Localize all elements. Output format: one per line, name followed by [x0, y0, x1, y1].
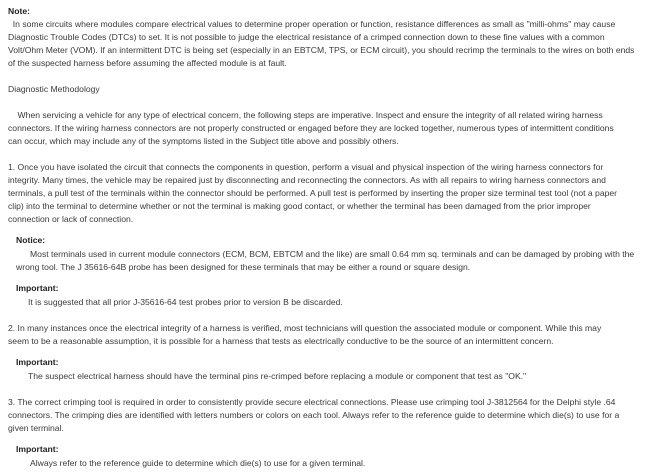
step-1-line: clip) into the terminal to determine whether or not the terminal is making good contact, or whether the terminal has been damaged from the prior improper: [8, 201, 591, 211]
methodology-line: connectors. If the wiring harness connectors are not properly constructed or engaged before they are locked together, numerous types of intermittent conditions: [8, 123, 614, 133]
step-1-line: connection or lack of connection.: [8, 214, 134, 224]
methodology-line: When servicing a vehicle for any type of electrical concern, the following steps are imperative. Inspect and ensure the integrity of all related wiring harness: [8, 110, 603, 120]
step-2-paragraph: [8, 322, 644, 348]
note-line: In some circuits where modules compare electrical values to determine proper operation or function, resistance differences as small as "milli-ohms" may cause: [8, 19, 616, 29]
important-line: Always refer to the reference guide to determine which die(s) to use for a given terminal.: [30, 458, 366, 468]
methodology-paragraph: [8, 109, 644, 148]
important-body: [30, 457, 644, 470]
note-title: Note:: [8, 6, 30, 16]
note-paragraph: [8, 18, 644, 70]
note-line: of the suspected harness before assuming the affected module is at fault.: [8, 58, 287, 68]
methodology-title: Diagnostic Methodology: [8, 84, 100, 94]
important-title: Important:: [16, 283, 59, 293]
step-2-line: seem to be a reasonable assumption, it is possible for a harness that tests as electrically conductive to be the source of an intermittent concern.: [8, 336, 554, 346]
step-2-line: 2. In many instances once the electrical integrity of a harness is verified, most technicians will question the associated module or component. While this may: [8, 323, 602, 333]
important-body: [30, 296, 644, 309]
step-1-line: terminals, a pull test of the terminals within the connector should be performed. A pull test is performed by inserting the proper size terminal test tool (not a paper: [8, 188, 618, 198]
important-body: [30, 370, 644, 383]
step-3-line: 3. The correct crimping tool is required in order to consistently provide secure electrical connections. Please use crimping tool J-3812564 for the Delphi style .64: [8, 397, 616, 407]
important-block: [16, 282, 644, 309]
note-line: Diagnostic Trouble Codes (DTCs) to set. It is not possible to judge the electrical resistance of a crimped connection down to these fine values with a common: [8, 32, 605, 42]
notice-line: Most terminals used in current module connectors (ECM, BCM, EBTCM and the like) are small 0.64 mm sq. terminals and can be damaged by probing with the: [30, 249, 635, 259]
important-line: The suspect electrical harness should have the terminal pins re-crimped before replacing a module or component that test as "OK.": [28, 371, 527, 381]
step-1-paragraph: [8, 161, 644, 226]
methodology-line: can occur, which may include any of the symptoms listed in the Subject title above and possibly others.: [8, 136, 399, 146]
important-title: Important:: [16, 444, 59, 454]
step-3-paragraph: [8, 396, 644, 435]
important-block: [16, 356, 644, 383]
notice-title: Notice:: [16, 235, 46, 245]
step-3-line: connectors. The crimping dies are identified with letters numbers or colors on each tool. Always refer to the reference guide to determine which die(s) to use for a: [8, 410, 620, 420]
notice-block: [16, 234, 644, 274]
notice-line: wrong tool. The J 35616-64B probe has been designed for these terminals that may be either a round or square design.: [16, 262, 471, 272]
important-line: It is suggested that all prior J-35616-64 test probes prior to version B be discarded.: [28, 297, 343, 307]
step-3-line: given terminal.: [8, 423, 64, 433]
notice-body: [16, 248, 644, 274]
step-1-line: 1. Once you have isolated the circuit that connects the components in question, perform a visual and physical inspection of the wiring harness connectors for: [8, 162, 604, 172]
note-line: Volt/Ohm Meter (VOM). If an intermittent DTC is being set (especially in an EBTCM, TPS, or ECM circuit), you should recrimp the terminals to the wires on both ends: [8, 45, 635, 55]
document-body: [8, 5, 644, 470]
important-block: [16, 443, 644, 470]
important-title: Important:: [16, 357, 59, 367]
step-1-line: integrity. Many times, the vehicle may be repaired just by disconnecting and reconnecting the connectors. As with all repairs to wiring harness connectors and: [8, 175, 606, 185]
